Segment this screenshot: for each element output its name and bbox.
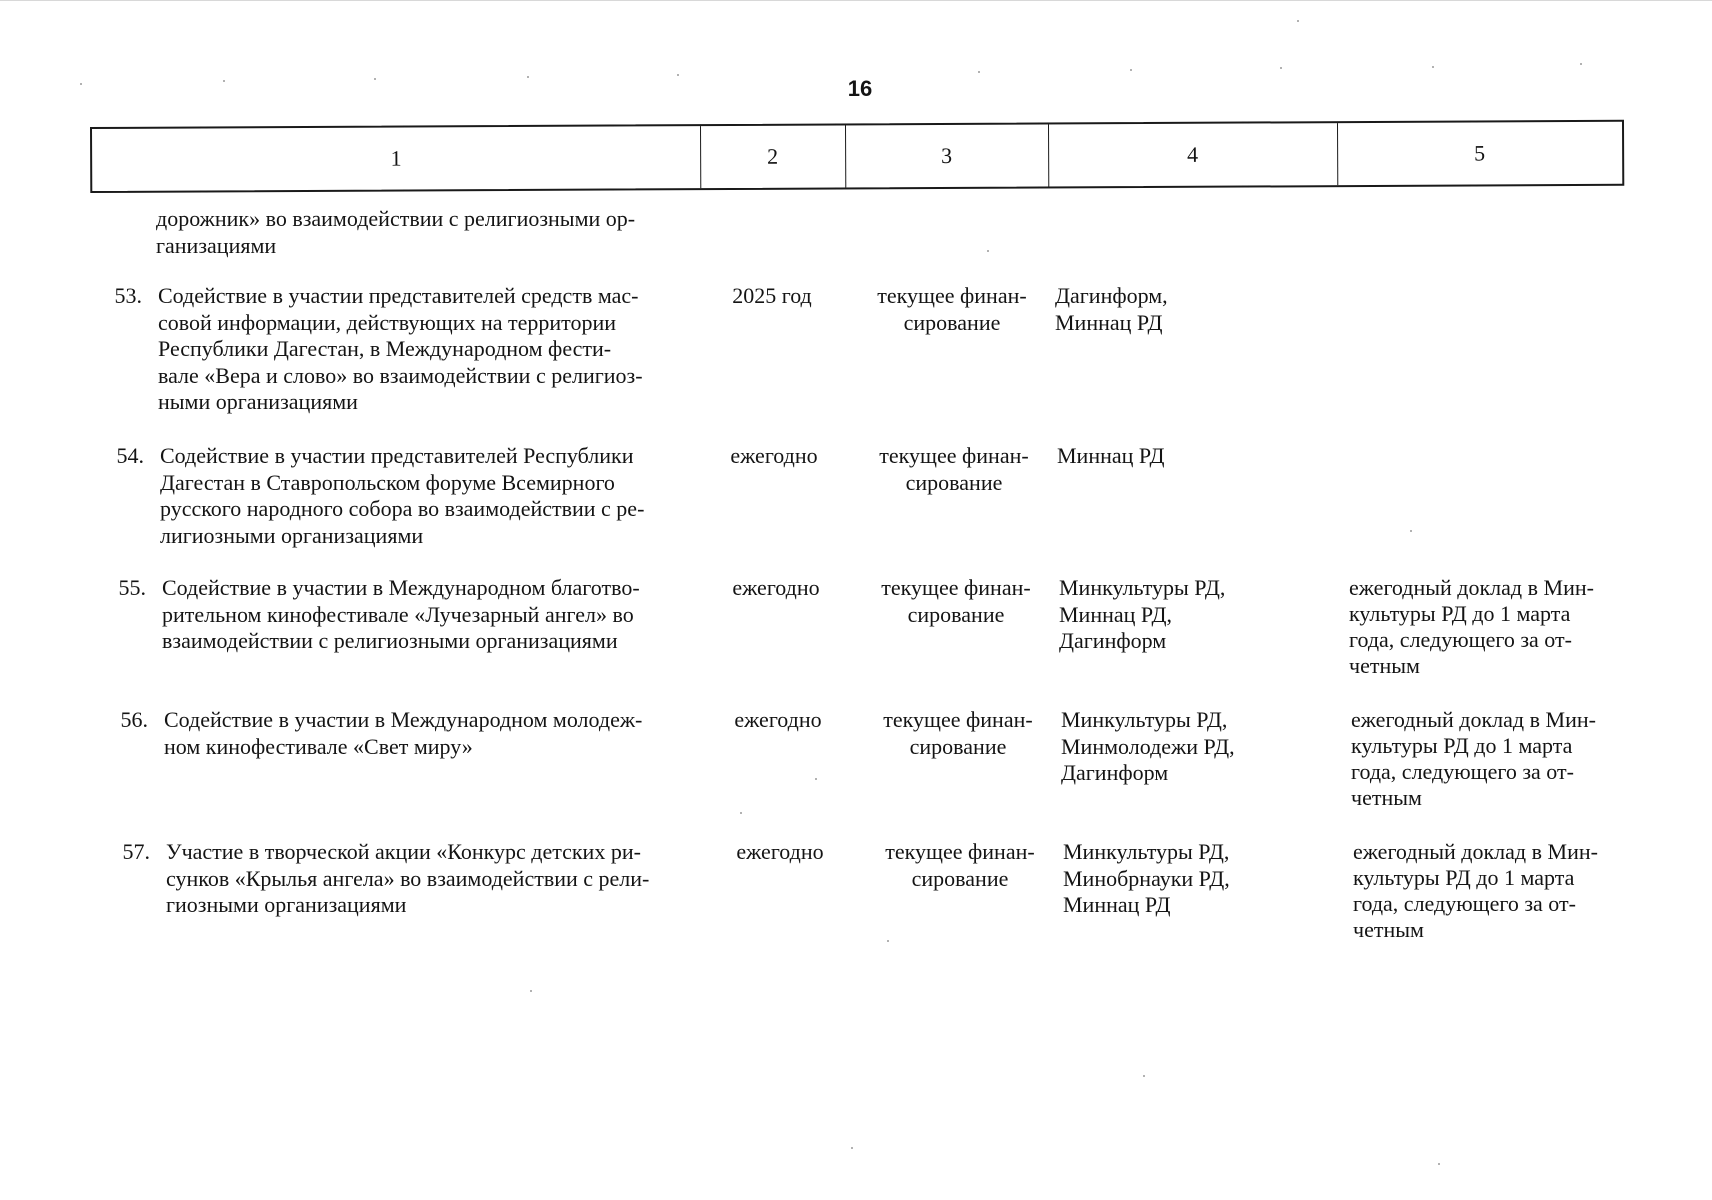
scan-speck [1143, 1075, 1145, 1077]
scan-speck [530, 990, 532, 992]
row-result: ежегодный доклад в Мин- культуры РД до 1 марта года, следующего за от- четным [1351, 707, 1596, 810]
row-financing: текущее финан- сирование [877, 283, 1027, 335]
row-description: Участие в творческой акции «Конкурс детских ри- сунков «Крылья ангела» во взаимодействии с рели- гиозными организациями [166, 839, 650, 917]
row-term: ежегодно [730, 443, 818, 468]
scan-speck [987, 250, 989, 252]
row-financing: текущее финан- сирование [885, 839, 1035, 891]
row-financing: текущее финан- сирование [883, 707, 1033, 759]
scan-speck [80, 83, 82, 85]
row-result: ежегодный доклад в Мин- культуры РД до 1 марта года, следующего за от- четным [1353, 839, 1598, 942]
header-col-5: 5 [1474, 140, 1486, 166]
row-description: дорожник» во взаимодействии с религиозными ор- ганизациями [156, 206, 636, 258]
row-term: ежегодно [734, 707, 822, 732]
row-financing: текущее финан- сирование [881, 575, 1031, 627]
row-executors: Минкультуры РД, Минобрнауки РД, Миннац РД [1063, 839, 1230, 917]
row-executors: Минкультуры РД, Минмолодежи РД, Дагинформ [1061, 707, 1235, 785]
scan-speck [1130, 69, 1132, 71]
scan-speck [1280, 67, 1282, 69]
scan-speck [740, 812, 742, 814]
scan-speck [1410, 530, 1412, 532]
scan-speck [815, 778, 817, 780]
row-term: ежегодно [732, 575, 820, 600]
row-executors: Минкультуры РД, Миннац РД, Дагинформ [1059, 575, 1226, 653]
row-number: 56. [120, 707, 148, 732]
row-number: 55. [118, 575, 146, 600]
row-executors: Миннац РД [1057, 443, 1165, 468]
scan-speck [223, 80, 225, 82]
row-description: Содействие в участии представителей средств мас- совой информации, действующих на территории Республики Дагестан, в Международном фести- вале «Вера и слово» во взаимодействии с религиоз- ными организациями [158, 283, 643, 414]
row-term: ежегодно [736, 839, 824, 864]
scan-speck [978, 71, 980, 73]
scan-speck [527, 76, 529, 78]
row-number: 54. [116, 443, 144, 468]
scan-speck [1297, 20, 1299, 22]
row-description: Содействие в участии представителей Республики Дагестан в Ставропольском форуме Всемирного русского народного собора во взаимодействии с ре- лигиозными организациями [160, 443, 645, 548]
row-description: Содействие в участии в Международном благотво- рительном кинофестивале «Лучезарный ангел» во взаимодействии с религиозными организациями [162, 575, 640, 653]
scan-speck [887, 940, 889, 942]
row-term: 2025 год [732, 283, 812, 308]
header-col-3: 3 [845, 124, 1049, 187]
row-number: 57. [122, 839, 150, 864]
header-col-2: 2 [700, 125, 846, 188]
row-description: Содействие в участии в Международном молодеж- ном кинофестивале «Свет миру» [164, 707, 643, 759]
row-number: 53. [114, 283, 142, 308]
scan-speck [374, 78, 376, 80]
scan-speck [1438, 1163, 1440, 1165]
page-number: 16 [847, 76, 873, 101]
header-col-4: 4 [1048, 123, 1338, 186]
scan-speck [851, 1147, 853, 1149]
row-result: ежегодный доклад в Мин- культуры РД до 1 марта года, следующего за от- четным [1349, 575, 1594, 678]
scan-speck [1580, 63, 1582, 65]
row-executors: Дагинформ, Миннац РД [1055, 283, 1168, 335]
header-col-1: 1 [92, 126, 701, 191]
scan-speck [1432, 66, 1434, 68]
row-financing: текущее финан- сирование [879, 443, 1029, 495]
scan-speck [677, 74, 679, 76]
